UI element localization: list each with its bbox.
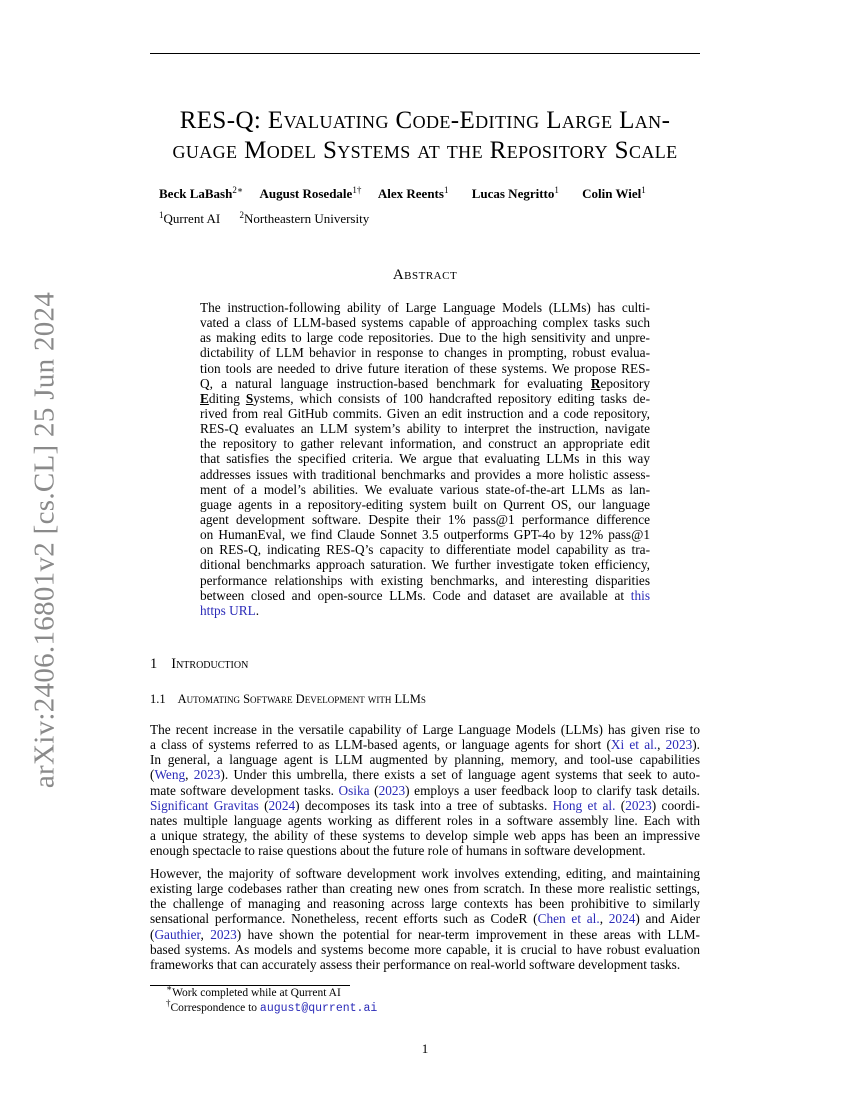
text-line [200, 421, 650, 436]
text-line [200, 588, 650, 603]
text-run: ystems, which consists of 100 handcrafted repository editing tasks de- [253, 390, 650, 406]
text-line [200, 512, 650, 527]
text-run: However, the majority of software development work involves extending, editing, and maintaining [150, 866, 700, 881]
text-line [150, 957, 700, 972]
affiliation: $^1$Qurrent AI [159, 210, 221, 226]
text-line [200, 436, 650, 451]
text-run: the repository to gather relevant information, and construct an appropriate edit [200, 436, 650, 452]
text-run: as making edits to large code repositories. Due to the high sensitivity and unpre- [200, 330, 650, 346]
text-line [150, 911, 700, 926]
affiliations [159, 211, 369, 227]
text-line [150, 783, 700, 798]
text-line [200, 557, 650, 572]
citation-link[interactable]: 2023 [210, 926, 237, 942]
text-line [200, 573, 650, 588]
text-run: , [599, 911, 609, 927]
text-run: , [185, 767, 194, 783]
text-line [150, 866, 700, 881]
text-run: ) have shown the potential for near-term improvement in these areas with LLM- [236, 926, 700, 942]
author: Lucas Negritto$^1$ [471, 185, 559, 201]
text-run: ( [369, 782, 379, 798]
text-line [150, 942, 700, 957]
text-line [200, 361, 650, 376]
text-run: guage agents in a repository-editing system built on Qurrent OS, our language [200, 496, 650, 512]
text-run: agent development software. Despite their 1% pass@1 performance difference [200, 511, 650, 527]
text-line [200, 497, 650, 512]
text-line [200, 300, 650, 315]
page-number: 1 [421, 1041, 429, 1056]
text-line [150, 752, 700, 767]
text-run: The recent increase in the versatile capability of Large Language Models (LLMs) has given rise to [150, 722, 700, 737]
text-line [150, 722, 700, 737]
text-run: diting [208, 390, 246, 406]
citation-link[interactable]: Hong et al. [552, 797, 616, 813]
text-line [150, 927, 700, 942]
citation-link[interactable]: Chen et al. [537, 911, 600, 927]
text-line [200, 376, 650, 391]
text-run: rived from real GitHub commits. Given an edit instruction and a code repository, [200, 405, 650, 421]
text-line [150, 767, 700, 782]
text-run: on RES-Q, indicating RES-Q’s capacity to differentiate model capability as tra- [200, 542, 650, 558]
text-run: on HumanEval, we find Claude Sonnet 3.5 outperforms GPT-4o by 12% pass@1 [200, 527, 650, 543]
email-link[interactable]: august@qurrent.ai [259, 1002, 378, 1015]
text-line [200, 527, 650, 542]
footnote-rule [150, 985, 350, 986]
text-run: frameworks that can accurately assess their performance on real-world software development tasks. [150, 956, 681, 972]
text-run: enough spectacle to raise questions about the future role of humans in software development. [150, 843, 646, 859]
text-line [200, 391, 650, 406]
emphasized-letter: S [245, 390, 254, 406]
text-line [200, 482, 650, 497]
citation-link[interactable]: 2024 [268, 797, 296, 813]
emphasized-letter: E [200, 390, 209, 406]
text-line [200, 603, 650, 618]
text-run: based systems. As models and systems become more capable, it is crucial to have robust evaluation [150, 941, 700, 957]
text-line [200, 467, 650, 482]
text-run: nates multiple language agents working as different roles in a software assembly line. Each with [150, 812, 700, 828]
text-run: ditional benchmarks approach saturation. We further investigate token efficiency, [200, 557, 650, 573]
text-line [150, 813, 700, 828]
text-line [200, 330, 650, 345]
text-line [150, 737, 700, 752]
text-line [200, 451, 650, 466]
author: Alex Reents$^1$ [377, 185, 449, 201]
text-line [150, 896, 700, 911]
citation-link[interactable]: 2023 [193, 767, 221, 783]
arxiv-identifier: arXiv:2406.16801v2 [cs.CL] 25 Jun 2024 [28, 291, 61, 789]
citation-link[interactable]: 2023 [378, 782, 406, 798]
title-line: guage Model Systems at the Repository Scale [172, 137, 678, 164]
text-line [150, 881, 700, 896]
text-line [200, 406, 650, 421]
text-run: ). [692, 737, 700, 753]
text-run: epository [600, 375, 650, 391]
text-run: . [255, 602, 260, 618]
text-run: sensational performance. Nonetheless, recent efforts such as CodeR ( [150, 911, 538, 927]
text-run: Q, a natural language instruction-based benchmark for evaluating [200, 375, 591, 391]
text-run: tion tools are needed to drive future iteration of these systems. We propose RES- [200, 360, 650, 376]
text-run: , [200, 926, 211, 942]
affiliation: $^2$Northeastern University [239, 210, 370, 226]
author: Beck LaBash$^{2∗}$ [159, 185, 243, 201]
abstract-body [200, 300, 650, 618]
text-run: ) coordi- [651, 797, 700, 813]
text-run: a unique strategy, the ability of these systems to develop simple web apps has been an impressive [150, 827, 700, 843]
text-run: RES-Q evaluates an LLM system’s ability to interpret the instruction, navigate [200, 421, 650, 437]
citation-link[interactable]: 2023 [625, 797, 652, 813]
text-run: vated a class of LLM-based systems capable of approaching complex tasks such [200, 315, 650, 331]
text-line [200, 315, 650, 330]
text-line [150, 798, 700, 813]
text-run: ). Under this umbrella, there exists a set of language agent systems that seek to auto- [220, 767, 700, 783]
subsection-heading: 1.1 Automating Software Development with LLMs [150, 692, 426, 706]
emphasized-letter: R [590, 375, 601, 391]
text-run: the challenge of managing and reasoning across large contexts has been prohibitive to similarly [150, 896, 700, 912]
citation-link[interactable]: Xi et al. [610, 737, 658, 753]
footnote: ∗Work completed while at Qurrent AI [166, 983, 341, 999]
text-line [200, 542, 650, 557]
text-line [150, 843, 700, 858]
citation-link[interactable]: 2023 [665, 737, 693, 753]
paper-title [150, 106, 700, 166]
text-run: addresses issues with traditional benchmarks and provides a more holistic assess- [200, 466, 650, 482]
citation-link[interactable]: 2024 [608, 911, 636, 927]
text-run: ) and Aider [635, 911, 701, 927]
intro-paragraph [150, 722, 700, 858]
text-run: The instruction-following ability of Large Language Models (LLMs) has culti- [200, 300, 650, 315]
citation-link[interactable]: Weng [154, 767, 186, 783]
text-run: a class of systems referred to as LLM-based agents, or language agents for short ( [150, 737, 611, 753]
text-run: existing large codebases rather than creating new ones from scratch. In these more realistic settings, [150, 881, 700, 897]
text-run: ( [258, 797, 269, 813]
text-run: In general, a language agent is LLM augmented by planning, memory, and tool-use capabilities [150, 752, 700, 768]
citation-link[interactable]: Osika [338, 782, 370, 798]
text-run: ) decomposes its task into a tree of subtasks. [295, 797, 553, 813]
text-run: ment of a model’s abilities. We evaluate various state-of-the-art LLMs as lan- [200, 481, 650, 497]
citation-link[interactable]: Significant Gravitas [150, 797, 259, 813]
footnote: †Correspondence to august@qurrent.ai [166, 998, 378, 1015]
text-run: ( [150, 926, 155, 942]
citation-link[interactable]: this [630, 587, 650, 603]
section-heading: 1 Introduction [150, 656, 249, 672]
citation-link[interactable]: Gauthier [154, 926, 201, 942]
text-run: between closed and open-source LLMs. Code and dataset are available at [200, 587, 631, 603]
title-line: RES-Q: Evaluating Code-Editing Large Lan- [179, 107, 671, 134]
text-line [150, 828, 700, 843]
top-rule [150, 53, 700, 54]
intro-paragraph [150, 866, 700, 972]
text-run: dictability of LLM behavior in response to changes in prompting, robust evalua- [200, 345, 650, 361]
text-run: that satisfies the specified criteria. We argue that evaluating LLMs in this way [200, 451, 650, 467]
citation-link[interactable]: https URL [200, 602, 256, 618]
text-run: ) employs a user feedback loop to clarify task details. [405, 782, 701, 798]
abstract-heading: Abstract [392, 267, 458, 283]
text-run: ( [615, 797, 626, 813]
text-run: ( [150, 767, 155, 783]
text-run: mate software development tasks. [150, 782, 339, 798]
text-run: , [657, 737, 666, 753]
author-list [159, 186, 660, 202]
text-line [200, 345, 650, 360]
author: Colin Wiel$^1$ [582, 185, 646, 201]
author: August Rosedale$^{1\dagger}$ [259, 185, 362, 201]
text-run: performance relationships with existing benchmarks, and interesting disparities [200, 572, 650, 588]
